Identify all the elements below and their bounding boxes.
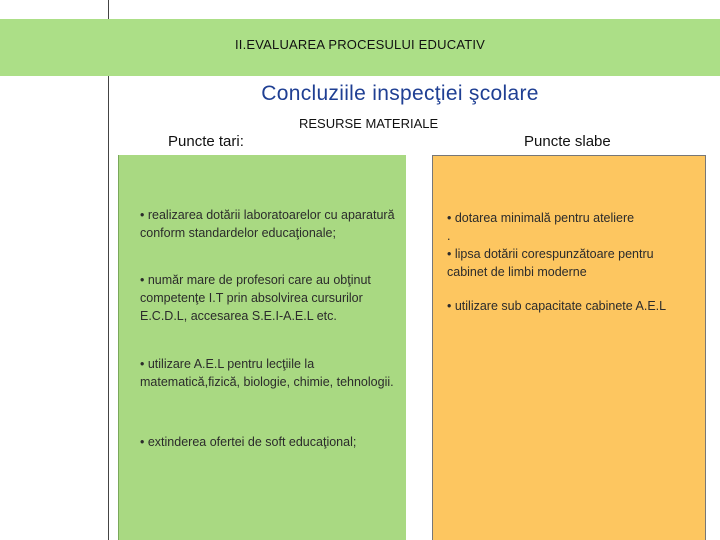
strength-item: • realizarea dotării laboratoarelor cu aparatură conform standardelor educaţionale;: [140, 208, 395, 240]
vertical-divider-line: [108, 0, 109, 540]
strength-item: • număr mare de profesori care au obţinut competenţe I.T prin absolvirea cursurilor E.C.D.L, accesarea S.E.I-A.E.L etc.: [140, 273, 371, 323]
page-title: Concluziile inspecţiei şcolare: [261, 82, 539, 105]
weakness-item: • lipsa dotării corespunzătoare pentru cabinet de limbi moderne: [447, 247, 654, 279]
section-title: RESURSE MATERIALE: [299, 116, 439, 131]
weakness-item: • dotarea minimală pentru ateliere: [447, 211, 635, 225]
strengths-label: Puncte tari:: [168, 133, 244, 150]
strength-item: • extinderea ofertei de soft educaţional;: [140, 435, 357, 449]
weakness-item-dot: .: [447, 229, 451, 243]
header-title: II.EVALUAREA PROCESULUI EDUCATIV: [234, 37, 486, 52]
weakness-item: • utilizare sub capacitate cabinete A.E.L: [447, 299, 667, 313]
weaknesses-label: Puncte slabe: [524, 133, 611, 150]
strength-item: • utilizare A.E.L pentru lecţiile la matematică,fizică, biologie, chimie, tehnologii.: [140, 357, 394, 389]
